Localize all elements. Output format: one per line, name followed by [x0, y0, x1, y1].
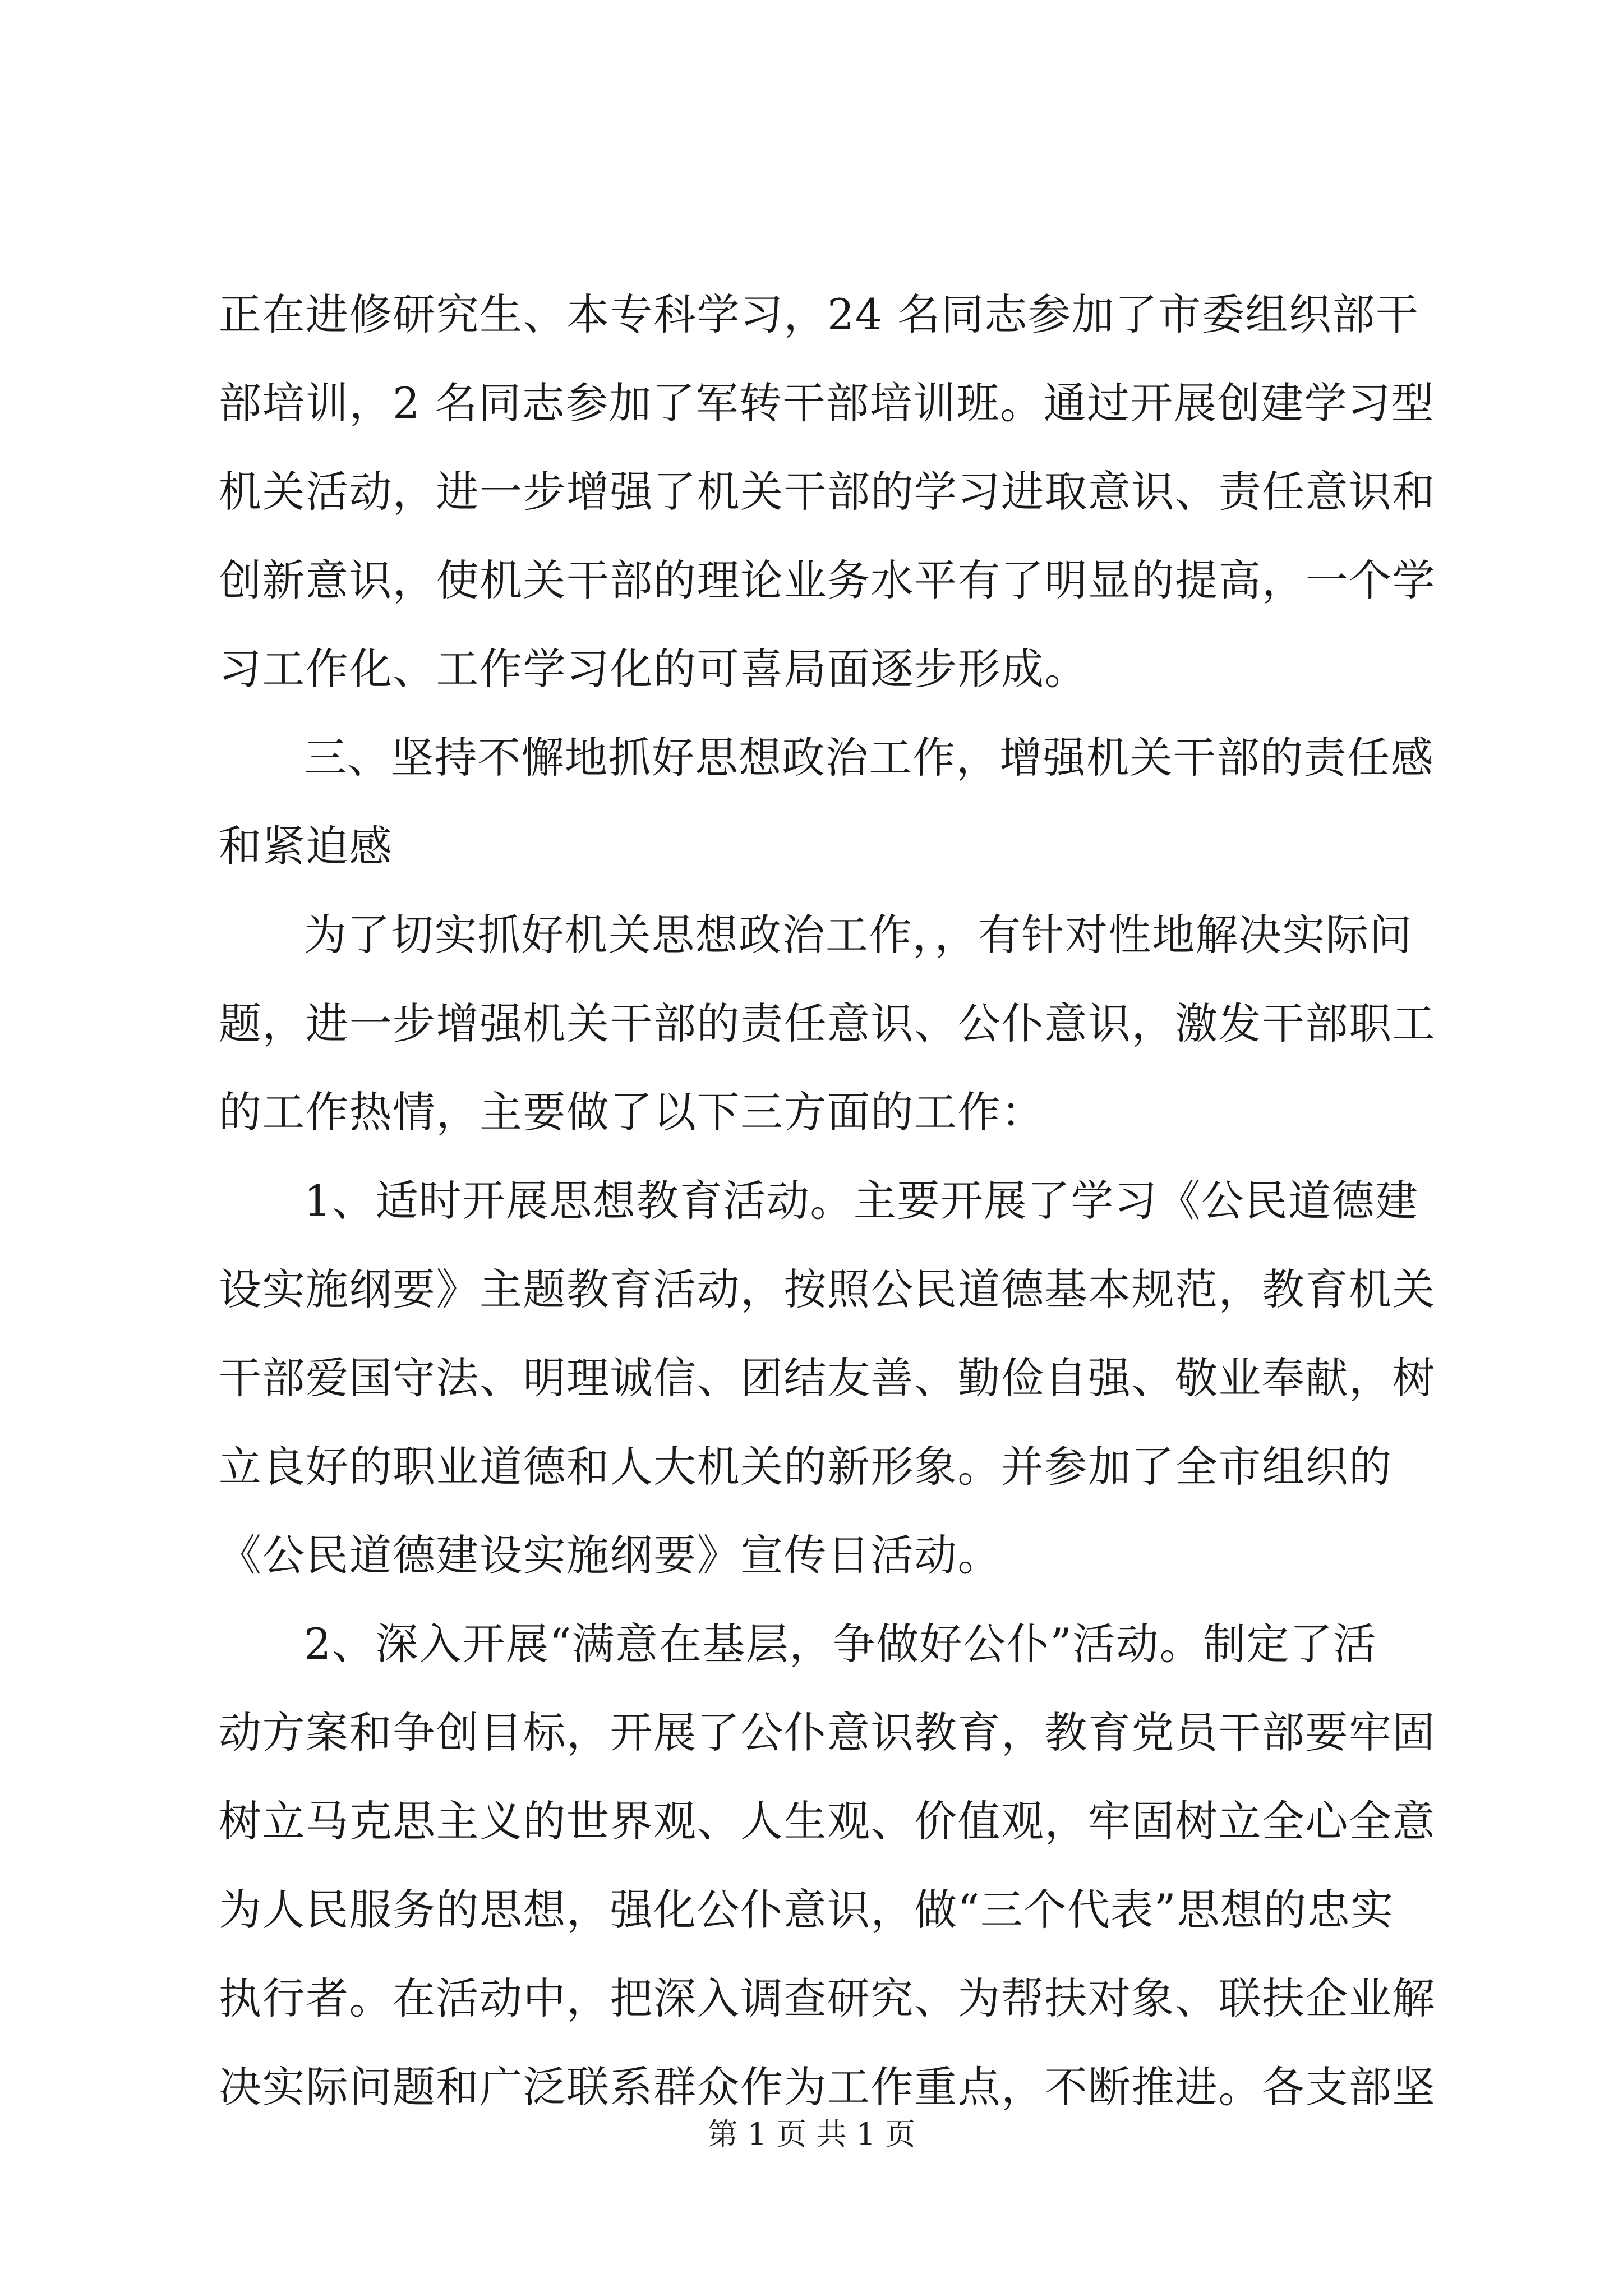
body-line: 树立马克思主义的世界观、人生观、价值观，牢固树立全心全意	[219, 1796, 1436, 1846]
body-line: 《公民道德建设实施纲要》宣传日活动。	[219, 1530, 1001, 1580]
body-line: 正在进修研究生、本专科学习，24 名同志参加了市委组织部干	[219, 289, 1419, 339]
document-body	[219, 270, 1436, 2132]
body-line: 立良好的职业道德和人大机关的新形象。并参加了全市组织的	[219, 1442, 1393, 1492]
page-number-label: 第 1 页 共 1 页	[707, 2116, 916, 2152]
body-line: 为人民服务的思想，强化公仆意识，做“三个代表”思想的忠实	[219, 1885, 1394, 1935]
section-heading-line: 三、坚持不懈地抓好思想政治工作，增强机关干部的责任感	[304, 733, 1434, 783]
body-line: 决实际问题和广泛联系群众作为工作重点，不断推进。各支部坚	[219, 2062, 1436, 2112]
body-line: 部培训，2 名同志参加了军转干部培训班。通过开展创建学习型	[219, 378, 1435, 428]
body-line: 动方案和争创目标，开展了公仆意识教育，教育党员干部要牢固	[219, 1708, 1436, 1757]
page-footer	[0, 2115, 1623, 2154]
body-line: 题，进一步增强机关干部的责任意识、公仆意识，激发干部职工	[219, 999, 1436, 1048]
list-item-line: 1、适时开展思想教育活动。主要开展了学习《公民道德建	[304, 1176, 1419, 1226]
body-line: 机关活动，进一步增强了机关干部的学习进取意识、责任意识和	[219, 467, 1436, 517]
body-line: 设实施纲要》主题教育活动，按照公民道德基本规范，教育机关	[219, 1264, 1436, 1314]
body-line: 创新意识，使机关干部的理论业务水平有了明显的提高，一个学	[219, 555, 1436, 605]
body-line: 习工作化、工作学习化的可喜局面逐步形成。	[219, 644, 1088, 694]
body-line: 的工作热情，主要做了以下三方面的工作：	[219, 1087, 1045, 1137]
section-heading-line: 和紧迫感	[219, 821, 393, 871]
body-line: 为了切实抓好机关思想政治工作，，有针对性地解决实际问	[304, 910, 1413, 960]
list-item-line: 2、深入开展“满意在基层，争做好公仆”活动。制定了活	[304, 1619, 1377, 1669]
body-line: 干部爱国守法、明理诚信、团结友善、勤俭自强、敬业奉献，树	[219, 1353, 1436, 1403]
body-line: 执行者。在活动中，把深入调查研究、为帮扶对象、联扶企业解	[219, 1973, 1436, 2023]
